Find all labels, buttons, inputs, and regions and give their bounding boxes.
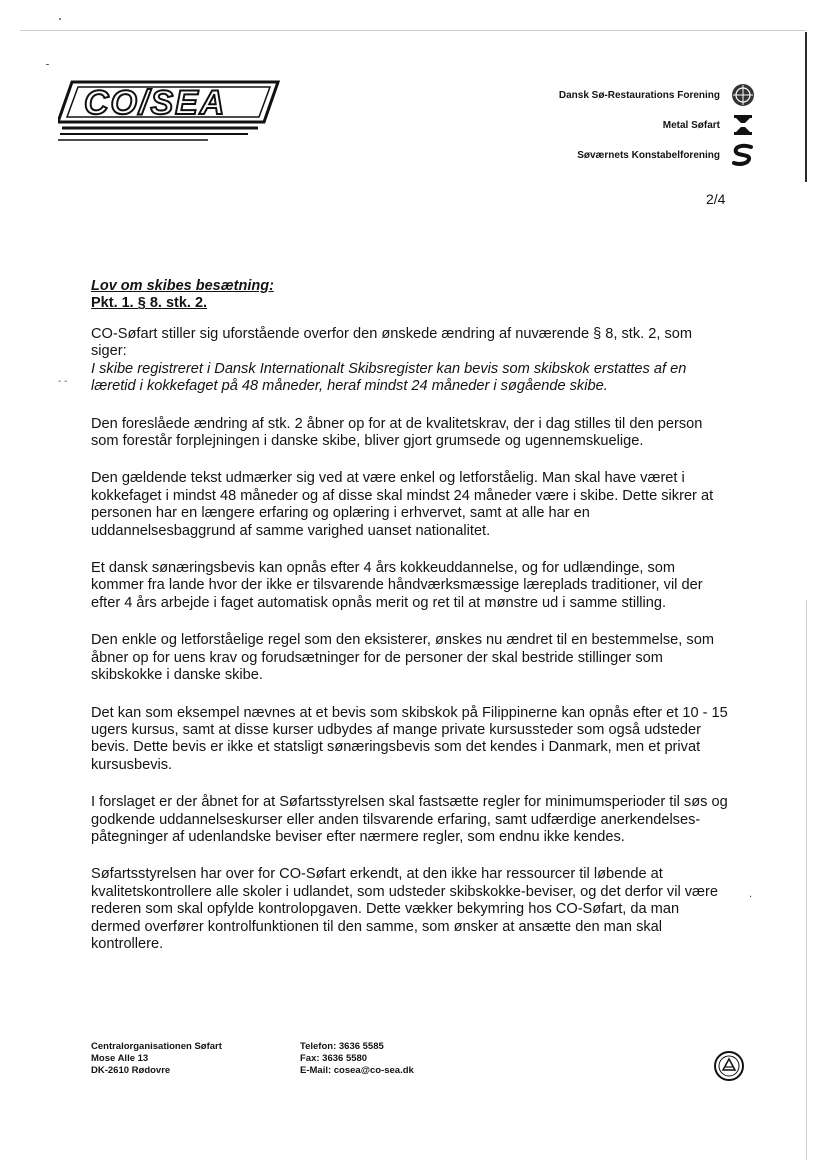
co-sea-logo — [58, 78, 280, 148]
paragraph: Det kan som eksempel nævnes at et bevis som skibskok på Filippinerne kan opnås efter et 10 - 15 ugers kursus, samt at disse kurser udbydes af mange private kursussteder som også udsteder bevis. Dette bevis er ikke et statsligt sønæringsbevis som det kendes i Danmark, men et privat kursusbevis. — [91, 704, 728, 773]
footer-fax: Fax: 3636 5580 — [300, 1053, 368, 1064]
org-name: Dansk Sø-Restaurations Forening — [558, 89, 720, 101]
quoted-law-text: I skibe registreret i Dansk Internationalt Skibsregister kan bevis som skibskok erstattes af en læretid i kokkefaget på 48 måneder, heraf mindst 24 måneder i søgående skibe. — [91, 360, 687, 395]
paragraph: Søfartsstyrelsen har over for CO-Søfart erkendt, at den ikke har ressourcer til løbende at kvalitetskontrollere alle skoler i udlandet, som udsteder skibskokke-beviser, og det derfor vil være rederen som skal opfylde kontrolopgaven. Dette vækker bekymring hos CO-Søfart, da man dermed overfører kontrolfunktionen til den samme, som ønsker at ansætte den man skal kontrollere. — [91, 866, 719, 952]
margin-mark: - - — [58, 376, 68, 387]
footer-phone: Telefon: 3636 5585 — [300, 1041, 384, 1052]
footer-street: Mose Alle 13 — [91, 1053, 149, 1064]
footer-contact — [300, 1041, 414, 1077]
paragraph: Den enkle og letforståelige regel som den eksisterer, ønskes nu ændret til en bestemmelse, som åbner op for uens krav og forudsætninger for de personer der skal bestride stillinger som skibskokke i danske skibe. — [91, 632, 714, 684]
org-row — [559, 80, 756, 110]
scan-speck — [46, 64, 49, 65]
footer-email: E-Mail: cosea@co-sea.dk — [300, 1065, 414, 1076]
logo-text: CO/SEA — [84, 84, 227, 122]
org-row — [559, 110, 756, 140]
section-subheading: Pkt. 1. § 8. stk. 2. — [91, 295, 208, 311]
org-name: Metal Søfart — [662, 119, 720, 131]
metal-icon — [730, 112, 756, 138]
scan-edge-top — [20, 30, 806, 31]
intro-paragraph: CO-Søfart stiller sig uforstående overfor den ønskede ændring af nuværende § 8, stk. 2, som siger: — [91, 326, 693, 360]
org-name: Søværnets Konstabelforening — [577, 149, 720, 161]
s-logo-icon — [730, 142, 756, 168]
scan-speck — [59, 18, 61, 20]
scan-edge-right — [805, 32, 807, 182]
paragraph: Den gældende tekst udmærker sig ved at være enkel og letforståelig. Man skal have været i kokkefaget i mindst 48 måneder og af disse skal mindst 24 måneder være i skibe. Dette sikrer at personen har en længere erfaring og oplæring i erhvervet, samt at alle har en uddannelsesbaggrund af samme varighed uanset nationalitet. — [91, 470, 714, 539]
letter-body — [91, 278, 731, 973]
org-row — [559, 140, 756, 170]
margin-dot: . — [749, 888, 753, 900]
scan-edge-right-lower — [806, 600, 807, 1160]
paragraph: Et dansk sønæringsbevis kan opnås efter 4 års kokkeuddannelse, og for udlændinge, som kommer fra lande hvor der ikke er tilsvarende håndværksmæssige læreplads traditioner, vil der efter 4 års arbejde i faget automatisk opnås merit og ret til at mønstre ud i samme stilling. — [91, 560, 703, 611]
paragraph: Den foreslåede ændring af stk. 2 åbner op for at de kvalitetskrav, der i dag stilles til den person som forestår forplejningen i danske skibe, bliver gjort grumsede og ugennemskuelige. — [91, 415, 703, 450]
page-number: 2/4 — [706, 191, 726, 207]
organizations-list — [559, 80, 756, 170]
footer-city: DK-2610 Rødovre — [91, 1065, 171, 1076]
section-heading: Lov om skibes besætning: — [91, 278, 274, 294]
crest-icon — [730, 82, 756, 108]
footer-address — [91, 1041, 222, 1077]
union-seal-icon — [713, 1050, 745, 1082]
footer-org: Centralorganisationen Søfart — [91, 1041, 222, 1052]
paragraph: I forslaget er der åbnet for at Søfartsstyrelsen skal fastsætte regler for minimumsperioder til søs og godkende uddannelseskurser eller anden tilsvarende erfaring, samt udfærdige anerkendelses-påtegninger af udenlandske beviser efter nærmere regler, som endnu ikke kendes. — [91, 794, 728, 845]
